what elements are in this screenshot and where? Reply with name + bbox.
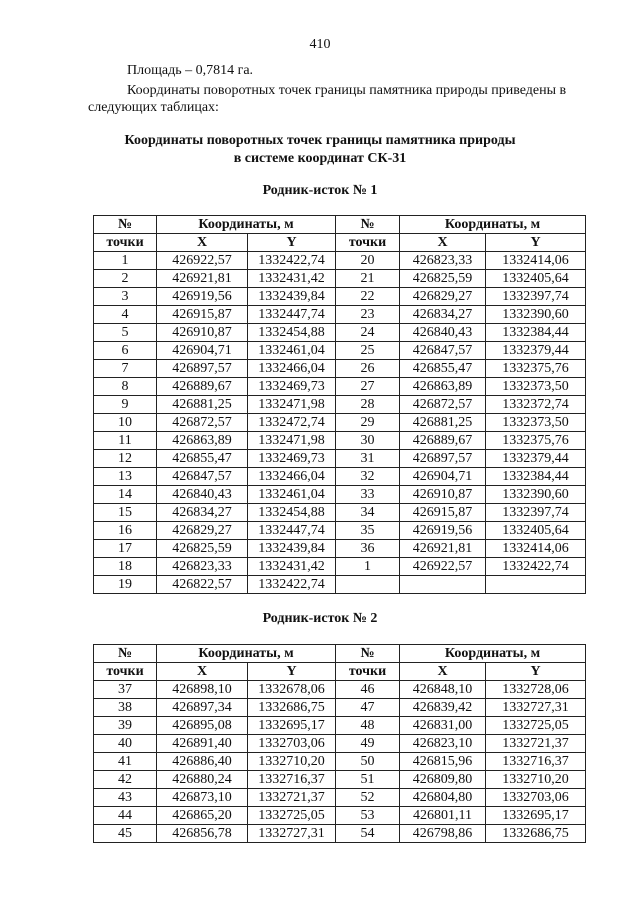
y-cell: 1332375,76 — [486, 432, 586, 450]
x-cell: 426863,89 — [400, 378, 486, 396]
table-row — [94, 414, 586, 432]
x-cell: 426886,40 — [157, 753, 248, 771]
point-number-cell: 48 — [336, 717, 400, 735]
point-number-header-label: точки — [336, 663, 400, 681]
x-cell: 426823,10 — [400, 735, 486, 753]
y-cell: 1332716,37 — [248, 771, 336, 789]
x-cell: 426921,81 — [400, 540, 486, 558]
point-number-header-symbol: № — [336, 216, 400, 234]
table-row — [94, 522, 586, 540]
table-row — [94, 789, 586, 807]
document-heading — [0, 132, 640, 168]
y-cell: 1332471,98 — [248, 396, 336, 414]
y-cell: 1332469,73 — [248, 378, 336, 396]
point-number-cell: 12 — [94, 450, 157, 468]
y-header: Y — [248, 234, 336, 252]
y-cell: 1332447,74 — [248, 522, 336, 540]
table-row — [94, 396, 586, 414]
y-cell: 1332373,50 — [486, 378, 586, 396]
y-cell: 1332725,05 — [486, 717, 586, 735]
y-cell: 1332375,76 — [486, 360, 586, 378]
x-cell: 426831,00 — [400, 717, 486, 735]
y-cell: 1332695,17 — [486, 807, 586, 825]
x-header: X — [400, 234, 486, 252]
x-cell: 426880,24 — [157, 771, 248, 789]
x-cell: 426919,56 — [400, 522, 486, 540]
table-row — [94, 540, 586, 558]
y-cell: 1332469,73 — [248, 450, 336, 468]
y-cell: 1332422,74 — [486, 558, 586, 576]
point-number-cell: 2 — [94, 270, 157, 288]
point-number-cell: 30 — [336, 432, 400, 450]
y-cell: 1332686,75 — [248, 699, 336, 717]
x-cell: 426881,25 — [400, 414, 486, 432]
x-cell: 426889,67 — [400, 432, 486, 450]
y-cell: 1332379,44 — [486, 450, 586, 468]
y-cell: 1332686,75 — [486, 825, 586, 843]
y-cell: 1332461,04 — [248, 486, 336, 504]
coordinates-header: Координаты, м — [400, 645, 586, 663]
x-cell: 426919,56 — [157, 288, 248, 306]
point-number-cell: 35 — [336, 522, 400, 540]
coordinates-table-2 — [93, 644, 586, 843]
y-cell: 1332710,20 — [486, 771, 586, 789]
point-number-cell: 25 — [336, 342, 400, 360]
point-number-cell: 36 — [336, 540, 400, 558]
point-number-cell: 21 — [336, 270, 400, 288]
y-cell: 1332727,31 — [248, 825, 336, 843]
point-number-cell: 11 — [94, 432, 157, 450]
coordinates-table-1 — [93, 215, 586, 594]
point-number-cell — [336, 576, 400, 594]
point-number-cell: 14 — [94, 486, 157, 504]
y-header: Y — [486, 663, 586, 681]
y-cell: 1332372,74 — [486, 396, 586, 414]
point-number-header-label: точки — [94, 663, 157, 681]
point-number-cell: 1 — [336, 558, 400, 576]
table-row — [94, 450, 586, 468]
x-cell: 426897,57 — [157, 360, 248, 378]
table-row — [94, 378, 586, 396]
heading-line-2: в системе координат СК-31 — [233, 151, 407, 166]
point-number-cell: 41 — [94, 753, 157, 771]
x-cell: 426829,27 — [400, 288, 486, 306]
x-header: X — [157, 234, 248, 252]
y-cell: 1332422,74 — [248, 252, 336, 270]
table-row — [94, 699, 586, 717]
table-row — [94, 825, 586, 843]
y-cell: 1332439,84 — [248, 540, 336, 558]
x-cell: 426922,57 — [157, 252, 248, 270]
x-cell: 426822,57 — [157, 576, 248, 594]
point-number-cell: 16 — [94, 522, 157, 540]
x-cell: 426897,34 — [157, 699, 248, 717]
x-cell: 426863,89 — [157, 432, 248, 450]
table-1-title: Родник-исток № 1 — [262, 183, 378, 198]
area-paragraph: Площадь – 0,7814 га. — [127, 63, 254, 78]
point-number-cell: 29 — [336, 414, 400, 432]
y-cell: 1332466,04 — [248, 468, 336, 486]
x-cell: 426898,10 — [157, 681, 248, 699]
y-cell: 1332721,37 — [248, 789, 336, 807]
point-number-cell: 23 — [336, 306, 400, 324]
intro-paragraph: Координаты поворотных точек границы памятника природы приведены в следующих таблицах: — [88, 83, 567, 115]
table-row — [94, 252, 586, 270]
table-row — [94, 576, 586, 594]
table-row — [94, 753, 586, 771]
table-row — [94, 771, 586, 789]
x-cell: 426809,80 — [400, 771, 486, 789]
point-number-cell: 32 — [336, 468, 400, 486]
point-number-cell: 51 — [336, 771, 400, 789]
x-cell: 426848,10 — [400, 681, 486, 699]
point-number-header-symbol: № — [336, 645, 400, 663]
y-cell: 1332405,64 — [486, 522, 586, 540]
y-cell: 1332414,06 — [486, 540, 586, 558]
x-cell: 426873,10 — [157, 789, 248, 807]
table-row — [94, 432, 586, 450]
point-number-cell: 49 — [336, 735, 400, 753]
point-number-cell: 22 — [336, 288, 400, 306]
point-number-header-label: точки — [336, 234, 400, 252]
x-cell: 426801,11 — [400, 807, 486, 825]
y-cell: 1332454,88 — [248, 504, 336, 522]
x-cell: 426834,27 — [157, 504, 248, 522]
x-cell: 426897,57 — [400, 450, 486, 468]
table-row — [94, 270, 586, 288]
x-cell: 426910,87 — [157, 324, 248, 342]
x-cell: 426855,47 — [400, 360, 486, 378]
point-number-cell: 50 — [336, 753, 400, 771]
point-number-cell: 46 — [336, 681, 400, 699]
y-cell: 1332405,64 — [486, 270, 586, 288]
table-row — [94, 807, 586, 825]
y-cell: 1332727,31 — [486, 699, 586, 717]
y-cell: 1332397,74 — [486, 288, 586, 306]
point-number-cell: 37 — [94, 681, 157, 699]
table-row — [94, 504, 586, 522]
point-number-header-label: точки — [94, 234, 157, 252]
point-number-cell: 20 — [336, 252, 400, 270]
table-row — [94, 306, 586, 324]
table-row — [94, 558, 586, 576]
table-row — [94, 681, 586, 699]
point-number-cell: 15 — [94, 504, 157, 522]
y-cell: 1332725,05 — [248, 807, 336, 825]
y-cell: 1332447,74 — [248, 306, 336, 324]
x-cell: 426856,78 — [157, 825, 248, 843]
x-cell: 426904,71 — [400, 468, 486, 486]
x-cell: 426840,43 — [400, 324, 486, 342]
point-number-cell: 19 — [94, 576, 157, 594]
y-cell: 1332431,42 — [248, 558, 336, 576]
y-cell: 1332390,60 — [486, 306, 586, 324]
y-cell: 1332703,06 — [486, 789, 586, 807]
y-cell: 1332703,06 — [248, 735, 336, 753]
x-cell: 426855,47 — [157, 450, 248, 468]
y-cell: 1332728,06 — [486, 681, 586, 699]
point-number-header-symbol: № — [94, 645, 157, 663]
x-cell: 426922,57 — [400, 558, 486, 576]
table-row — [94, 324, 586, 342]
point-number-cell: 47 — [336, 699, 400, 717]
y-cell: 1332414,06 — [486, 252, 586, 270]
y-cell: 1332466,04 — [248, 360, 336, 378]
x-cell: 426915,87 — [157, 306, 248, 324]
point-number-header-symbol: № — [94, 216, 157, 234]
x-cell: 426839,42 — [400, 699, 486, 717]
heading-line-1: Координаты поворотных точек границы памятника природы — [124, 133, 516, 148]
point-number-cell: 18 — [94, 558, 157, 576]
x-cell: 426825,59 — [157, 540, 248, 558]
y-cell: 1332454,88 — [248, 324, 336, 342]
x-cell: 426829,27 — [157, 522, 248, 540]
point-number-cell: 9 — [94, 396, 157, 414]
point-number-cell: 13 — [94, 468, 157, 486]
x-cell: 426840,43 — [157, 486, 248, 504]
point-number-cell: 6 — [94, 342, 157, 360]
coordinates-header: Координаты, м — [400, 216, 586, 234]
table-row — [94, 735, 586, 753]
page-number: 410 — [309, 37, 331, 52]
x-cell: 426921,81 — [157, 270, 248, 288]
table-row — [94, 360, 586, 378]
coordinates-header: Координаты, м — [157, 216, 336, 234]
x-cell: 426895,08 — [157, 717, 248, 735]
table-row — [94, 486, 586, 504]
y-cell: 1332461,04 — [248, 342, 336, 360]
x-cell: 426881,25 — [157, 396, 248, 414]
y-cell: 1332710,20 — [248, 753, 336, 771]
x-cell: 426889,67 — [157, 378, 248, 396]
x-cell: 426915,87 — [400, 504, 486, 522]
table-2-title: Родник-исток № 2 — [262, 611, 378, 626]
point-number-cell: 1 — [94, 252, 157, 270]
x-cell: 426798,86 — [400, 825, 486, 843]
point-number-cell: 52 — [336, 789, 400, 807]
x-cell — [400, 576, 486, 594]
y-cell: 1332695,17 — [248, 717, 336, 735]
y-cell: 1332384,44 — [486, 324, 586, 342]
point-number-cell: 40 — [94, 735, 157, 753]
y-cell: 1332390,60 — [486, 486, 586, 504]
x-cell: 426823,33 — [400, 252, 486, 270]
x-cell: 426815,96 — [400, 753, 486, 771]
point-number-cell: 53 — [336, 807, 400, 825]
x-cell: 426847,57 — [157, 468, 248, 486]
x-cell: 426825,59 — [400, 270, 486, 288]
y-cell: 1332472,74 — [248, 414, 336, 432]
point-number-cell: 44 — [94, 807, 157, 825]
point-number-cell: 27 — [336, 378, 400, 396]
y-header: Y — [248, 663, 336, 681]
y-header: Y — [486, 234, 586, 252]
point-number-cell: 33 — [336, 486, 400, 504]
point-number-cell: 34 — [336, 504, 400, 522]
y-cell: 1332678,06 — [248, 681, 336, 699]
x-cell: 426823,33 — [157, 558, 248, 576]
point-number-cell: 5 — [94, 324, 157, 342]
y-cell: 1332379,44 — [486, 342, 586, 360]
table-row — [94, 468, 586, 486]
point-number-cell: 7 — [94, 360, 157, 378]
x-cell: 426834,27 — [400, 306, 486, 324]
point-number-cell: 42 — [94, 771, 157, 789]
table-row — [94, 342, 586, 360]
x-cell: 426904,71 — [157, 342, 248, 360]
y-cell: 1332439,84 — [248, 288, 336, 306]
y-cell: 1332721,37 — [486, 735, 586, 753]
x-cell: 426804,80 — [400, 789, 486, 807]
x-cell: 426891,40 — [157, 735, 248, 753]
point-number-cell: 31 — [336, 450, 400, 468]
coordinates-header: Координаты, м — [157, 645, 336, 663]
y-cell: 1332397,74 — [486, 504, 586, 522]
y-cell: 1332422,74 — [248, 576, 336, 594]
y-cell: 1332471,98 — [248, 432, 336, 450]
point-number-cell: 28 — [336, 396, 400, 414]
y-cell: 1332373,50 — [486, 414, 586, 432]
x-cell: 426872,57 — [400, 396, 486, 414]
point-number-cell: 43 — [94, 789, 157, 807]
point-number-cell: 45 — [94, 825, 157, 843]
table-row — [94, 288, 586, 306]
point-number-cell: 4 — [94, 306, 157, 324]
point-number-cell: 26 — [336, 360, 400, 378]
x-cell: 426872,57 — [157, 414, 248, 432]
x-cell: 426847,57 — [400, 342, 486, 360]
point-number-cell: 3 — [94, 288, 157, 306]
y-cell: 1332716,37 — [486, 753, 586, 771]
point-number-cell: 17 — [94, 540, 157, 558]
y-cell — [486, 576, 586, 594]
point-number-cell: 24 — [336, 324, 400, 342]
point-number-cell: 54 — [336, 825, 400, 843]
table-row — [94, 717, 586, 735]
point-number-cell: 38 — [94, 699, 157, 717]
y-cell: 1332431,42 — [248, 270, 336, 288]
x-cell: 426910,87 — [400, 486, 486, 504]
x-header: X — [400, 663, 486, 681]
point-number-cell: 39 — [94, 717, 157, 735]
x-header: X — [157, 663, 248, 681]
point-number-cell: 8 — [94, 378, 157, 396]
point-number-cell: 10 — [94, 414, 157, 432]
x-cell: 426865,20 — [157, 807, 248, 825]
y-cell: 1332384,44 — [486, 468, 586, 486]
